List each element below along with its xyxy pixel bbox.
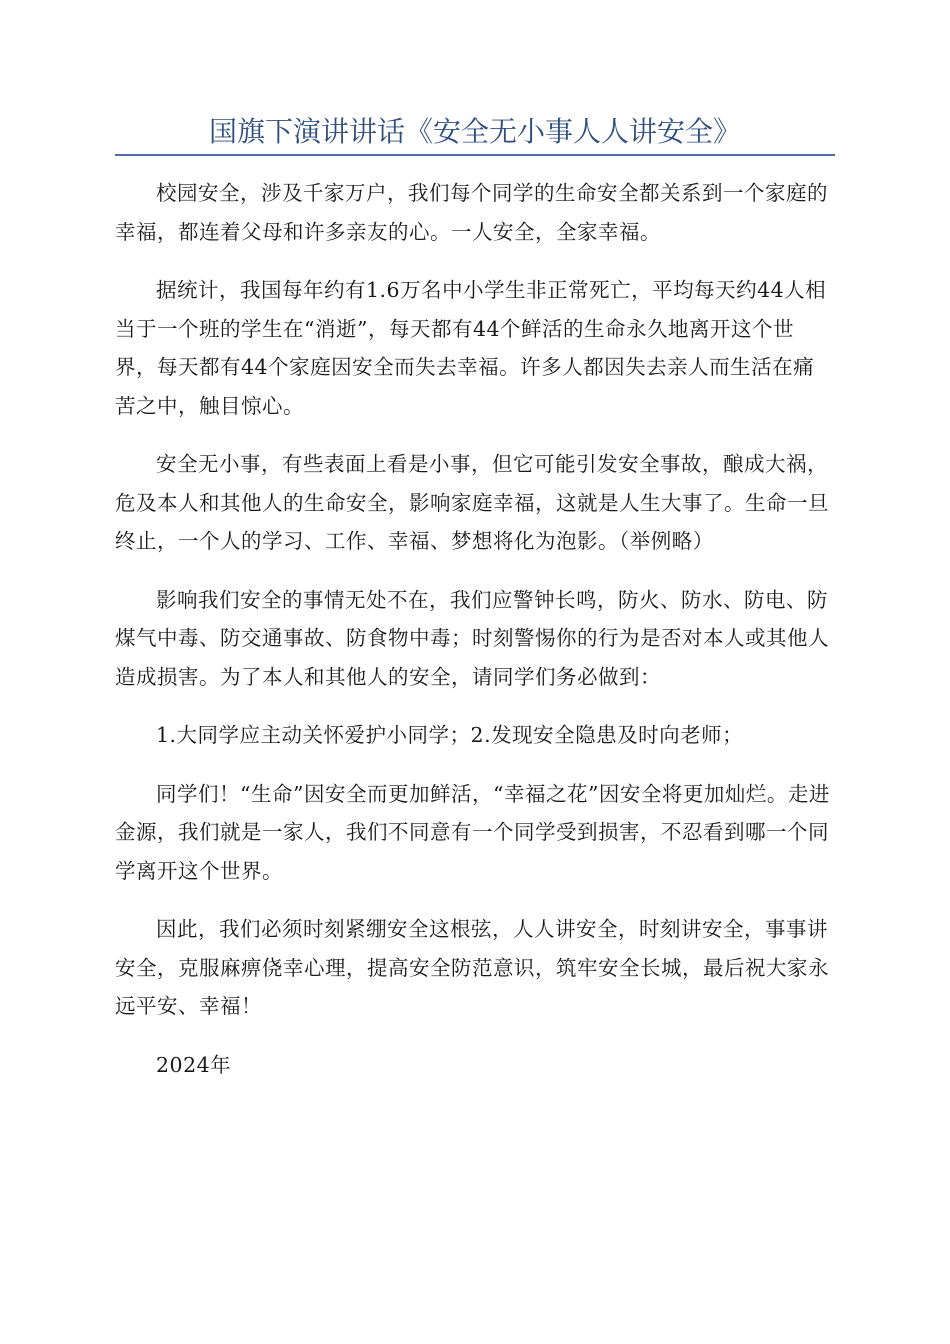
paragraph-5: 1.大同学应主动关怀爱护小同学；2.发现安全隐患及时向老师； <box>156 723 744 747</box>
paragraph-3: 安全无小事，有些表面上看是小事，但它可能引发安全事故，酿成大祸，危及本人和其他人的生命安全，影响家庭幸福，这就是人生大事了。生命一旦终止，一个人的学习、工作、幸福、梦想将化为泡影。（举例略） <box>115 452 829 553</box>
paragraph-7: 因此，我们必须时刻紧绷安全这根弦，人人讲安全，时刻讲安全，事事讲安全，克服麻痹侥幸心理，提高安全防范意识，筑牢安全长城，最后祝大家永远平安、幸福！ <box>115 917 829 1018</box>
document-title: 国旗下演讲讲话《安全无小事人人讲安全》 <box>208 115 741 148</box>
date-line: 2024年 <box>156 1052 232 1077</box>
document-body <box>115 174 835 1104</box>
paragraph-4: 影响我们安全的事情无处不在，我们应警钟长鸣，防火、防水、防电、防煤气中毒、防交通事故、防食物中毒；时刻警惕你的行为是否对本人或其他人造成损害。为了本人和其他人的安全，请同学们务必做到： <box>115 587 829 689</box>
paragraph-1: 校园安全，涉及千家万户，我们每个同学的生命安全都关系到一个家庭的幸福，都连着父母和许多亲友的心。一人安全，全家幸福。 <box>115 181 828 244</box>
title-underline <box>115 154 835 156</box>
paragraph-6: 同学们！“生命”因安全而更加鲜活，“幸福之花”因安全将更加灿烂。走进金源，我们就是一家人，我们不同意有一个同学受到损害，不忍看到哪一个同学离开这个世界。 <box>115 781 830 883</box>
paragraph-2: 据统计，我国每年约有1.6万名中小学生非正常死亡，平均每天约44人相当于一个班的学生在“消逝”，每天都有44个鲜活的生命永久地离开这个世界，每天都有44个家庭因安全而失去幸福。许多人都因失去亲人而生活在痛苦之中，触目惊心。 <box>115 278 827 418</box>
